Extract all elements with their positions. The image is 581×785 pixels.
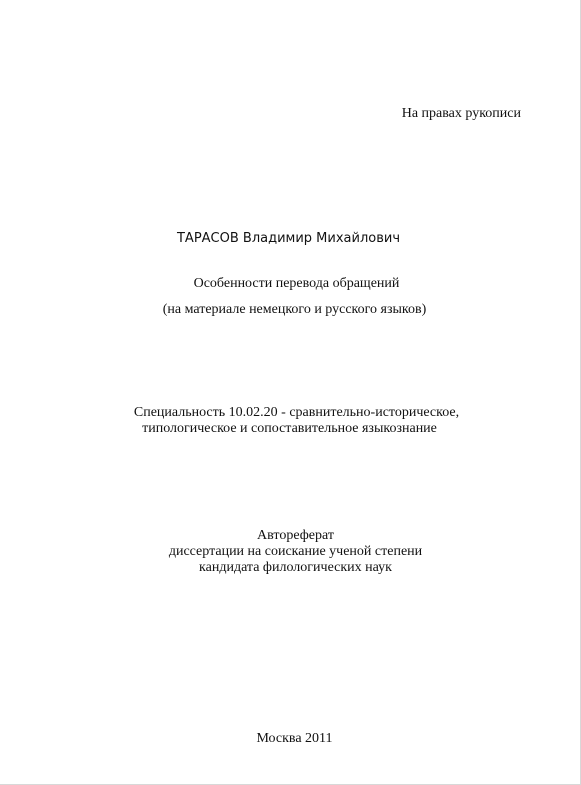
- author-name: ТАРАСОВ Владимир Михайлович: [176, 231, 401, 246]
- manuscript-rights-note: На правах рукописи: [401, 106, 521, 121]
- city-year: Москва 2011: [256, 731, 333, 746]
- abstract-line-3: кандидата филологических наук: [199, 560, 392, 575]
- specialty-line-2: типологическое и сопоставительное языкознание: [142, 421, 437, 436]
- specialty-line-1: Специальность 10.02.20 - сравнительно-историческое,: [133, 405, 460, 420]
- dissertation-title: Особенности перевода обращений: [193, 276, 400, 291]
- dissertation-subtitle: (на материале немецкого и русского языков): [162, 302, 427, 317]
- abstract-heading: Автореферат: [257, 528, 334, 543]
- abstract-line-2: диссертации на соискание ученой степени: [168, 544, 423, 559]
